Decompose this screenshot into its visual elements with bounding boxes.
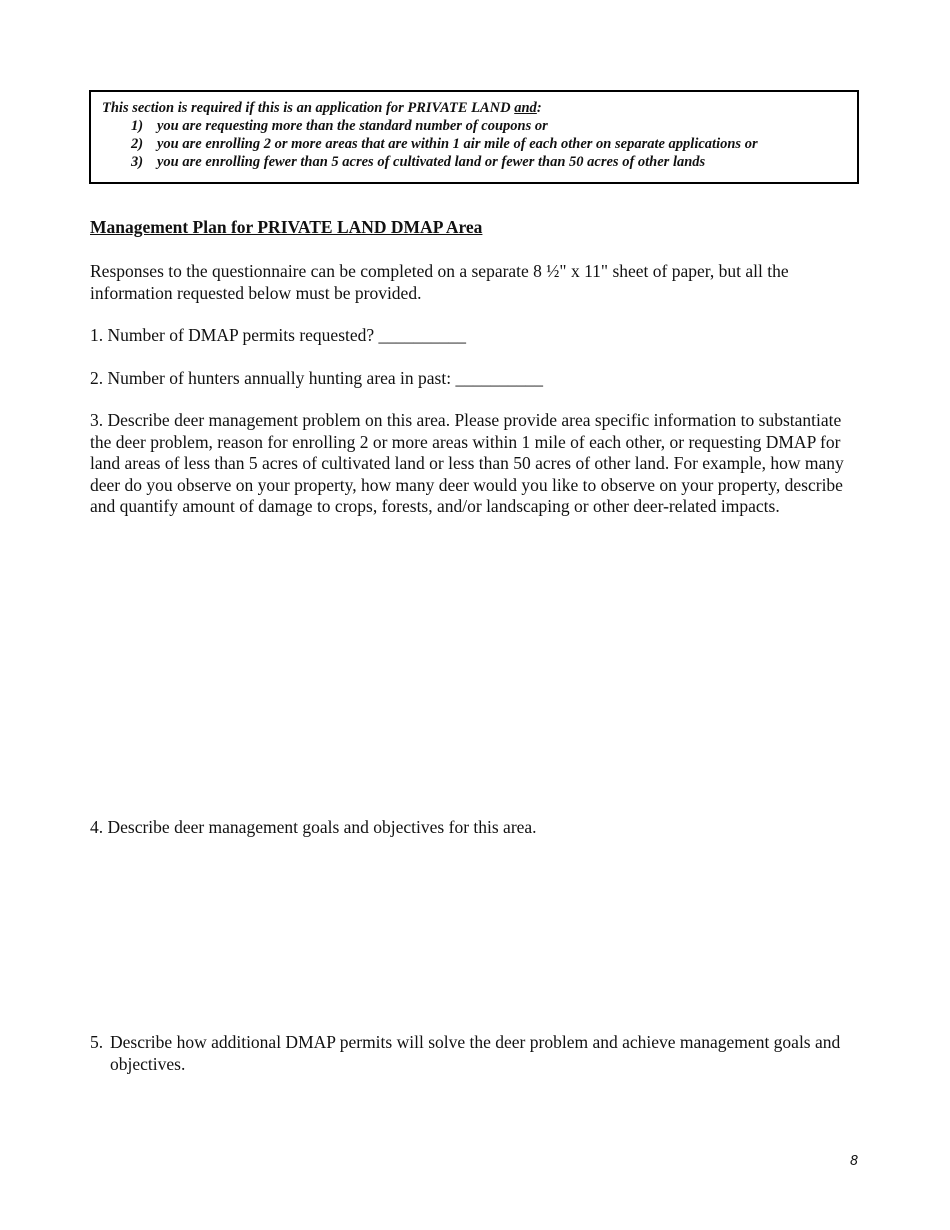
- notice-condition-item: [102, 153, 847, 171]
- notice-intro-colon: :: [536, 100, 542, 116]
- notice-condition-text: you are enrolling fewer than 5 acres of cultivated land or fewer than 50 acres of other lands: [157, 154, 706, 170]
- notice-condition-item: [102, 117, 847, 135]
- private-land-notice-box: [89, 90, 859, 184]
- page-title: Management Plan for PRIVATE LAND DMAP Area: [90, 217, 483, 237]
- question-5-permits-solution: [90, 1032, 865, 1075]
- notice-condition-list: [102, 117, 847, 171]
- question-4-goals-objectives: 4. Describe deer management goals and objectives for this area.: [90, 817, 537, 837]
- notice-condition-text: you are requesting more than the standard number of coupons or: [157, 118, 548, 134]
- notice-condition-number: 1): [131, 118, 144, 134]
- intro-paragraph: Responses to the questionnaire can be completed on a separate 8 ½" x 11" sheet of paper, but all the information requested below must be provided.: [90, 261, 789, 303]
- page-number: 8: [850, 1154, 859, 1169]
- notice-intro-prefix: This section is required if this is an application for PRIVATE LAND: [102, 100, 515, 116]
- question-2-hunters-annually: 2. Number of hunters annually hunting area in past: __________: [90, 368, 543, 388]
- question-5-number: 5.: [90, 1032, 104, 1052]
- question-3-deer-problem: 3. Describe deer management problem on this area. Please provide area specific information to substantiate the deer problem, reason for enrolling 2 or more areas within 1 mile of each other, or requesting DMAP for land areas of less than 5 acres of cultivated land or less than 50 acres of other land. For example, how many deer do you observe on your property, how many deer would you like to observe on your property, describe and quantify amount of damage to crops, forests, and/or landscaping or other deer-related impacts.: [90, 410, 844, 516]
- notice-intro: [102, 99, 847, 117]
- notice-condition-text: you are enrolling 2 or more areas that are within 1 air mile of each other on separate applications or: [157, 136, 758, 152]
- notice-intro-and: and: [514, 100, 537, 116]
- question-1-permits-requested: 1. Number of DMAP permits requested? __________: [90, 325, 467, 345]
- notice-condition-number: 2): [131, 136, 144, 152]
- notice-condition-item: [102, 135, 847, 153]
- notice-condition-number: 3): [131, 154, 144, 170]
- question-5-text: Describe how additional DMAP permits will solve the deer problem and achieve management goals and objectives.: [110, 1032, 841, 1074]
